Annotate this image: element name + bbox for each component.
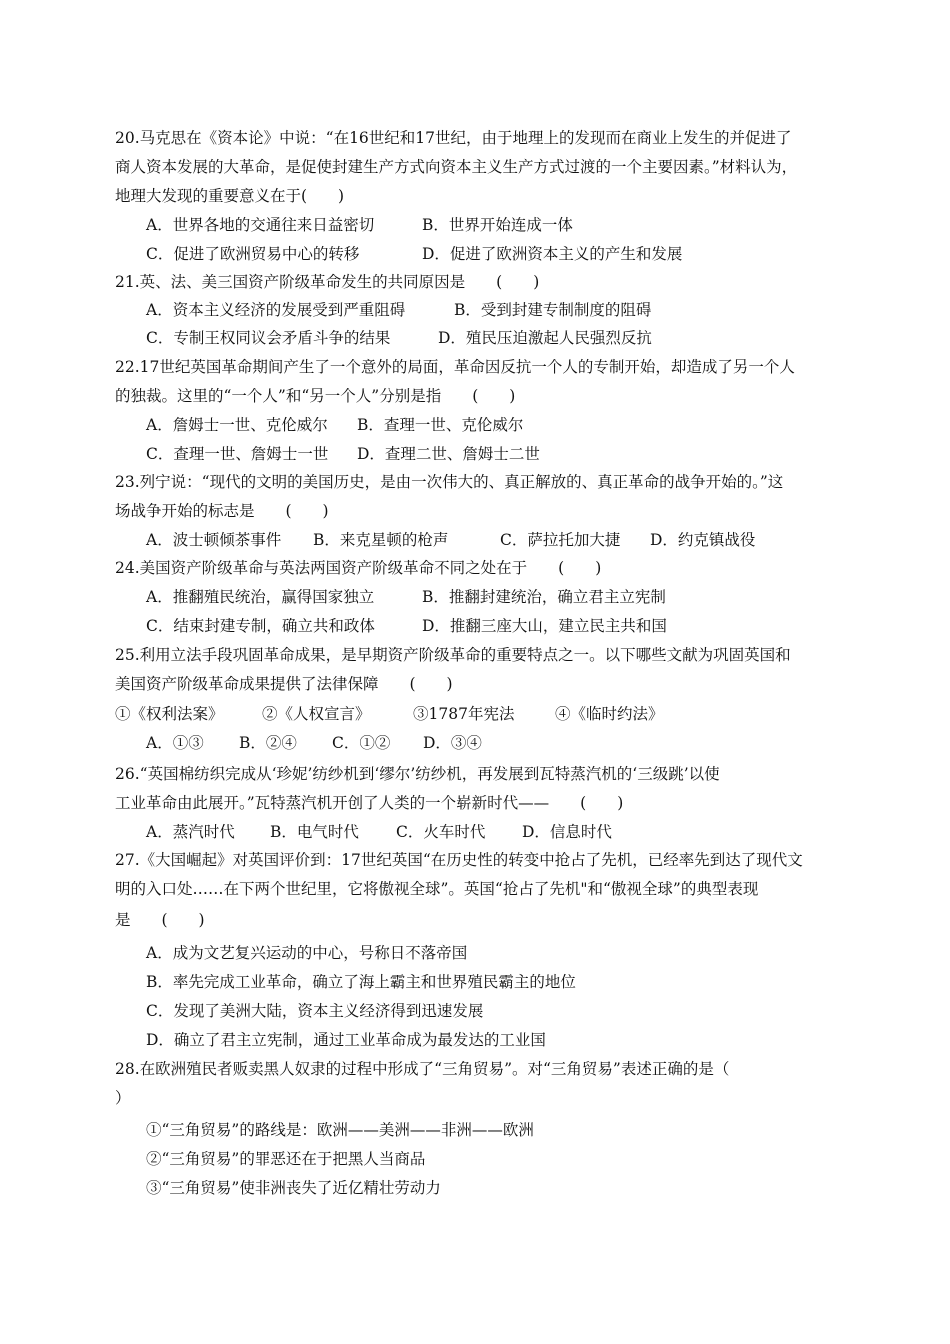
q20-option-b: B．世界开始连成一体 <box>422 216 573 234</box>
q20-stem-line-1: 20.马克思在《资本论》中说：“在16世纪和17世纪，由于地理上的发现而在商业上发生的并促进了 <box>115 129 792 147</box>
q21-options-row-2 <box>146 328 652 348</box>
q28-item-2: ②“三角贸易”的罪恶还在于把黑人当商品 <box>146 1150 426 1168</box>
q26-option-a: A．蒸汽时代 <box>146 823 235 841</box>
q20-options-row-2 <box>146 244 682 264</box>
q24-option-a: A．推翻殖民统治，赢得国家独立 <box>146 588 375 606</box>
q20-option-d: D．促进了欧洲资本主义的产生和发展 <box>422 245 683 263</box>
q27-option-d: D．确立了君主立宪制，通过工业革命成为最发达的工业国 <box>146 1031 546 1049</box>
q25-item-1: ①《权利法案》 <box>115 705 224 723</box>
q26-stem-line-1: 26.“英国棉纺织完成从‘珍妮’纺纱机到‘缪尔’纺纱机，再发展到瓦特蒸汽机的‘三级跳’以使 <box>115 765 720 783</box>
q28-item-3: ③“三角贸易”使非洲丧失了近亿精壮劳动力 <box>146 1179 441 1197</box>
q20-option-c: C．促进了欧洲贸易中心的转移 <box>146 245 360 263</box>
q20-options-row-1 <box>146 215 573 235</box>
q21-option-d: D．殖民压迫激起人民强烈反抗 <box>438 329 652 347</box>
q25-option-c: C．①② <box>332 734 391 752</box>
q27-stem-line-2: 明的入口处……在下两个世纪里，它将傲视全球”。英国“抢占了先机"和“傲视全球”的典型表现 <box>115 880 759 898</box>
q22-option-a: A．詹姆士一世、克伦威尔 <box>146 416 328 434</box>
q26-options-row <box>146 822 612 842</box>
q25-item-3: ③1787年宪法 <box>413 705 515 723</box>
q22-options-row-2 <box>146 444 540 464</box>
q26-option-b: B．电气时代 <box>270 823 359 841</box>
q23-option-b: B．来克星顿的枪声 <box>313 531 449 549</box>
q27-option-c: C．发现了美洲大陆，资本主义经济得到迅速发展 <box>146 1002 484 1020</box>
q22-stem-line-2: 的独裁。这里的“一个人”和“另一个人”分别是指 ( ) <box>115 387 516 405</box>
q22-options-row-1 <box>146 415 523 435</box>
q28-item-1: ①“三角贸易”的路线是：欧洲——美洲——非洲——欧洲 <box>146 1121 534 1139</box>
q23-option-c: C．萨拉托加大捷 <box>500 531 621 549</box>
q25-option-a: A．①③ <box>146 734 204 752</box>
q20-stem-line-3: 地理大发现的重要意义在于( ) <box>115 187 345 205</box>
q23-option-a: A．波士顿倾茶事件 <box>146 531 282 549</box>
q25-item-4: ④《临时约法》 <box>555 705 664 723</box>
q24-option-d: D．推翻三座大山，建立民主共和国 <box>422 617 667 635</box>
q24-options-row-2 <box>146 616 667 636</box>
q25-options-row <box>146 733 482 753</box>
q21-stem-line-1: 21.英、法、美三国资产阶级革命发生的共同原因是 ( ) <box>115 273 540 291</box>
q23-option-d: D．约克镇战役 <box>650 531 756 549</box>
q28-stem-line-2: ） <box>115 1089 131 1107</box>
q27-option-a: A．成为文艺复兴运动的中心，号称日不落帝国 <box>146 944 468 962</box>
q24-option-c: C．结束封建专制，确立共和政体 <box>146 617 375 635</box>
q22-stem-line-1: 22.17世纪英国革命期间产生了一个意外的局面，革命因反抗一个人的专制开始，却造成了另一个人 <box>115 358 795 376</box>
q21-option-a: A．资本主义经济的发展受到严重阻碍 <box>146 301 406 319</box>
q26-option-c: C．火车时代 <box>396 823 486 841</box>
q25-item-2: ②《人权宣言》 <box>262 705 371 723</box>
q21-option-b: B．受到封建专制制度的阻碍 <box>454 301 652 319</box>
q25-stem-line-2: 美国资产阶级革命成果提供了法律保障 ( ) <box>115 675 453 693</box>
q23-stem-line-1: 23.列宁说：“现代的文明的美国历史，是由一次伟大的、真正解放的、真正革命的战争开始的。”这 <box>115 473 784 491</box>
q22-option-d: D．查理二世、詹姆士二世 <box>357 445 540 463</box>
q27-stem-line-1: 27.《大国崛起》对英国评价到：17世纪英国“在历史性的转变中抢占了先机，已经率先到达了现代文 <box>115 851 803 869</box>
q24-stem-line-1: 24.美国资产阶级革命与英法两国资产阶级革命不同之处在于 ( ) <box>115 559 602 577</box>
q24-option-b: B．推翻封建统治，确立君主立宪制 <box>422 588 666 606</box>
q21-option-c: C．专制王权同议会矛盾斗争的结果 <box>146 329 391 347</box>
q23-options-row <box>146 530 755 550</box>
q26-stem-line-2: 工业革命由此展开。”瓦特蒸汽机开创了人类的一个崭新时代—— ( ) <box>115 794 624 812</box>
q21-options-row-1 <box>146 300 651 320</box>
q26-option-d: D．信息时代 <box>522 823 612 841</box>
q27-option-b: B．率先完成工业革命，确立了海上霸主和世界殖民霸主的地位 <box>146 973 576 991</box>
q20-option-a: A．世界各地的交通往来日益密切 <box>146 216 375 234</box>
q20-stem-line-2: 商人资本发展的大革命，是促使封建生产方式向资本主义生产方式过渡的一个主要因素。”材料认为， <box>115 158 798 176</box>
q23-stem-line-2: 场战争开始的标志是 ( ) <box>115 502 329 520</box>
q22-option-c: C．查理一世、詹姆士一世 <box>146 445 329 463</box>
q25-option-b: B．②④ <box>239 734 297 752</box>
q25-stem-line-1: 25.利用立法手段巩固革命成果，是早期资产阶级革命的重要特点之一。以下哪些文献为巩固英国和 <box>115 646 791 664</box>
q22-option-b: B．查理一世、克伦威尔 <box>357 416 524 434</box>
q25-items-row <box>115 704 664 724</box>
q24-options-row-1 <box>146 587 666 607</box>
q27-stem-line-3: 是 ( ) <box>115 911 205 929</box>
q25-option-d: D．③④ <box>423 734 482 752</box>
q28-stem-line-1: 28.在欧洲殖民者贩卖黑人奴隶的过程中形成了“三角贸易”。对“三角贸易”表述正确的是（ <box>115 1060 730 1078</box>
